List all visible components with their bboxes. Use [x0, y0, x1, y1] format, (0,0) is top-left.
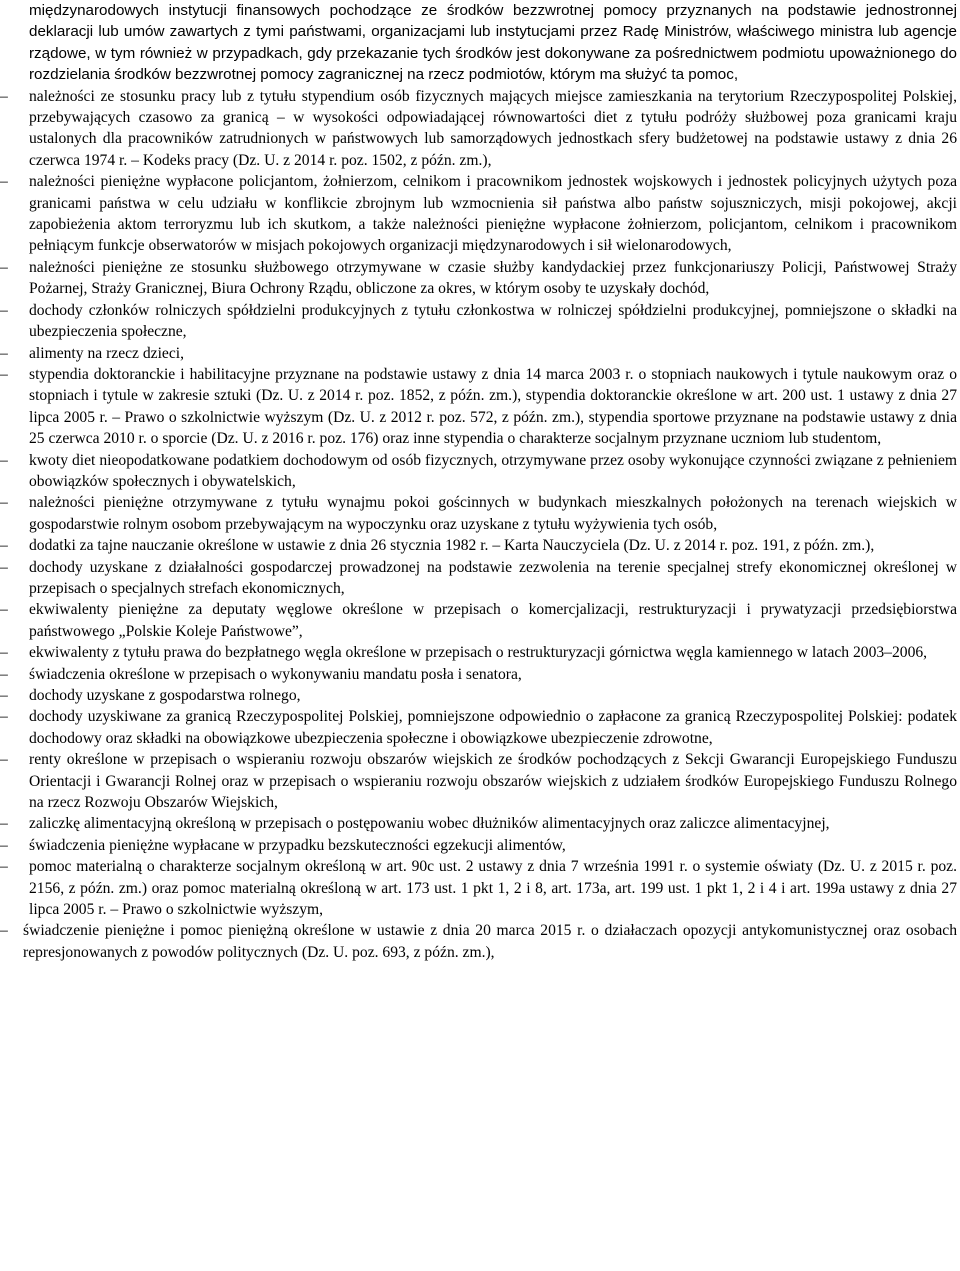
list-item-text: dochody uzyskiwane za granicą Rzeczypospolitej Polskiej, pomniejszone odpowiednio o zapłacone za granicą Rzeczypospolitej Polskiej: podatek dochodowy oraz składki na obowiązkowe ubezpieczenia społeczne i obowiązkowe ubezpieczenie zdrowotne,: [29, 708, 957, 747]
list-item-text: świadczenia pieniężne wypłacane w przypadku bezskuteczności egzekucji alimentów,: [29, 836, 566, 854]
list-item-text: dochody uzyskane z gospodarstwa rolnego,: [29, 687, 301, 704]
dash-bullet-icon: –: [0, 922, 8, 940]
dash-bullet-icon: –: [0, 601, 8, 619]
list-item: [0, 835, 957, 856]
list-item: [0, 706, 957, 749]
dash-bullet-icon: –: [0, 815, 8, 833]
dash-bullet-icon: –: [0, 665, 8, 683]
list-item-text: świadczenia określone w przepisach o wykonywaniu mandatu posła i senatora,: [29, 665, 522, 683]
dash-bullet-icon: –: [0, 301, 8, 319]
dash-bullet-icon: –: [0, 858, 8, 876]
list-item-text: świadczenie pieniężne i pomoc pieniężną określone w ustawie z dnia 20 marca 2015 r. o działaczach opozycji antykomunistycznej oraz osobach represjonowanych z powodów politycznych (Dz. U. poz. 693, z późn. zm.),: [23, 922, 957, 961]
list-item-text: ekwiwalenty z tytułu prawa do bezpłatnego węgla określone w przepisach o restrukturyzacji górnictwa węgla kamiennego w latach 2003–2006,: [29, 644, 928, 662]
list-item-text: należności pieniężne wypłacone policjantom, żołnierzom, celnikom i pracownikom jednostek wojskowych i jednostek policyjnych użytych poza granicami państwa w celu udziału w konflikcie zbrojnym lub wzmocnienia sił państwa albo państw sojuszniczych, misji pokojowej, akcji zapobieżenia aktom terroryzmu lub ich skutkom, a także należności pieniężne wypłacone żołnierzom, policjantom, celnikom i pracownikom pełniącym funkcje obserwatorów w misjach pokojowych organizacji międzynarodowych i sił wielonarodowych,: [29, 173, 957, 255]
list-item-text: kwoty diet nieopodatkowane podatkiem dochodowym od osób fizycznych, otrzymywane przez osoby wykonujące czynności związane z pełnieniem obowiązków społecznych i obywatelskich,: [29, 451, 957, 490]
dash-bullet-icon: –: [0, 365, 8, 383]
list-item: [0, 257, 957, 300]
dash-bullet-icon: –: [0, 87, 8, 105]
list-item-text: renty określone w przepisach o wspieraniu rozwoju obszarów wiejskich ze środków pochodzących z Sekcji Gwarancji Europejskiego Funduszu Orientacji i Gwarancji Rolnej oraz w przepisach o wspieraniu rozwoju obszarów wiejskich z udziałem środków Europejskiego Funduszu Rolnego na rzecz Rozwoju Obszarów Wiejskich,: [29, 751, 957, 812]
dash-bullet-icon: –: [0, 344, 8, 362]
list-item: [0, 86, 957, 172]
list-item: [0, 685, 957, 706]
list-item-text: ekwiwalenty pieniężne za deputaty węglowe określone w przepisach o komercjalizacji, restrukturyzacji i prywatyzacji przedsiębiorstwa państwowego „Polskie Koleje Państwowe”,: [29, 601, 957, 640]
list-item: [0, 171, 957, 257]
list-item: [0, 343, 957, 364]
list-item-text: należności ze stosunku pracy lub z tytułu stypendium osób fizycznych mających miejsce zamieszkania na terytorium Rzeczypospolitej Polskiej, przebywających czasowo za granicą – w wysokości odpowiadającej równowartości diet z tytułu podróży służbowej poza granicami kraju ustalonych dla pracowników zatrudnionych w państwowych lub samorządowych jednostkach sfery budżetowej na podstawie ustawy z dnia 26 czerwca 1974 r. – Kodeks pracy (Dz. U. z 2014 r. poz. 1502, z późn. zm.),: [29, 87, 957, 169]
dash-bullet-icon: –: [0, 708, 8, 726]
list-item: [0, 450, 957, 493]
list-item-text: zaliczkę alimentacyjną określoną w przepisach o postępowaniu wobec dłużników alimentacyjnych oraz zaliczce alimentacyjnej,: [29, 815, 830, 833]
list-item: [0, 364, 957, 450]
dash-bullet-icon: –: [0, 836, 8, 854]
dash-bullet-icon: –: [0, 558, 8, 576]
income-items-list: [0, 86, 957, 964]
dash-bullet-icon: –: [0, 494, 8, 512]
list-item-text: stypendia doktoranckie i habilitacyjne przyznane na podstawie ustawy z dnia 14 marca 2003 r. o stopniach naukowych i tytule naukowym oraz o stopniach i tytule w zakresie sztuki (Dz. U. z 2014 r. poz. 1852, z późn. zm.), stypendia doktoranckie określone w art. 200 ust. 1 ustawy z dnia 27 lipca 2005 r. – Prawo o szkolnictwie wyższym (Dz. U. z 2012 r. poz. 572, z późn. zm.), stypendia sportowe przyznane na podstawie ustawy z dnia 25 czerwca 2010 r. o sporcie (Dz. U. z 2016 r. poz. 176) oraz inne stypendia o charakterze socjalnym przyznane uczniom lub studentom,: [29, 365, 957, 448]
dash-bullet-icon: –: [0, 751, 8, 769]
list-item: [0, 813, 957, 834]
list-item-text: alimenty na rzecz dzieci,: [29, 344, 184, 362]
dash-bullet-icon: –: [0, 451, 8, 469]
dash-bullet-icon: –: [0, 173, 8, 191]
list-item-text: pomoc materialną o charakterze socjalnym określoną w art. 90c ust. 2 ustawy z dnia 7 września 1991 r. o systemie oświaty (Dz. U. z 2015 r. poz. 2156, z późn. zm.) oraz pomoc materialną określoną w art. 173 ust. 1 pkt 1, 2 i 8, art. 173a, art. 199 ust. 1 pkt 1, 2 i 4 i art. 199a ustawy z dnia 27 lipca 2005 r. – Prawo o szkolnictwie wyższym,: [29, 858, 957, 919]
dash-bullet-icon: –: [0, 258, 8, 276]
list-item-text: dodatki za tajne nauczanie określone w ustawie z dnia 26 stycznia 1982 r. – Karta Nauczyciela (Dz. U. z 2014 r. poz. 191, z późn. zm.),: [29, 537, 875, 555]
list-item: [0, 642, 957, 663]
list-item: [0, 856, 957, 920]
list-item: [0, 920, 957, 963]
list-item-text: należności pieniężne otrzymywane z tytułu wynajmu pokoi gościnnych w budynkach mieszkalnych położonych na terenach wiejskich w gospodarstwie rolnym osobom przebywającym na wypoczynku oraz uzyskane z tytułu wyżywienia tych osób,: [29, 494, 957, 533]
list-item: [0, 749, 957, 813]
intro-text: międzynarodowych instytucji finansowych pochodzące ze środków bezzwrotnej pomocy przyznanych na podstawie jednostronnej deklaracji lub umów zawartych z tymi państwami, organizacjami lub instytucjami przez Radę Ministrów, właściwego ministra lub agencje rządowe, w tym również w przypadkach, gdy przekazanie tych środków jest dokonywane za pośrednictwem podmiotu upoważnionego do rozdzielania środków bezzwrotnej pomocy zagranicznej na rzecz podmiotów, którym ma służyć ta pomoc,: [29, 2, 957, 84]
list-item: [0, 599, 957, 642]
list-item: [0, 300, 957, 343]
list-item: [0, 557, 957, 600]
dash-bullet-icon: –: [0, 644, 8, 662]
list-item-text: należności pieniężne ze stosunku służbowego otrzymywane w czasie służby kandydackiej przez funkcjonariuszy Policji, Państwowej Straży Pożarnej, Straży Granicznej, Biura Ochrony Rządu, obliczone za okres, w którym osoby te uzyskały dochód,: [29, 258, 957, 298]
list-item: [0, 535, 957, 556]
intro-paragraph: [29, 0, 957, 86]
dash-bullet-icon: –: [0, 687, 8, 704]
list-item-text: dochody członków rolniczych spółdzielni produkcyjnych z tytułu członkostwa w rolniczej spółdzielni produkcyjnej, pomniejszone o składki na ubezpieczenia społeczne,: [29, 301, 957, 341]
list-item: [0, 664, 957, 685]
list-item: [0, 492, 957, 535]
dash-bullet-icon: –: [0, 537, 8, 555]
list-item-text: dochody uzyskane z działalności gospodarczej prowadzonej na podstawie zezwolenia na terenie specjalnej strefy ekonomicznej określonej w przepisach o specjalnych strefach ekonomicznych,: [29, 558, 957, 597]
